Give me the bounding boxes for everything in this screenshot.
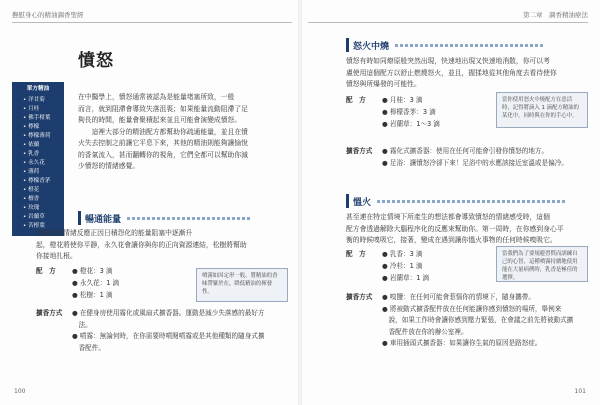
single-oil-item: • 檸檬薄荷 (23, 133, 51, 139)
running-head-right: 第二章 調香精油療法 (523, 11, 588, 19)
intro-line: 這裡大部分的精油配方都幫助你疏通能量，並且在憤 (78, 127, 248, 136)
section-unblock-body (36, 228, 290, 263)
body-line: 你接地扎根。 (36, 252, 77, 260)
method-item: ● 將被動式擴香配件放在任何能讓你感到憤怒的場所，舉例來 (382, 304, 562, 313)
section-title-rage: 怒火中燒 (353, 41, 390, 52)
single-oil-list-heading: 單方精油 (26, 86, 50, 92)
recipe-item: ● 乳香：3 滴 (382, 250, 423, 258)
recipe-label: 配 方 (36, 267, 56, 275)
body-line: 衡的時候嗅吸它，接著，變成在遇到讓你慍火事物的任何時候嗅吸它。 (346, 236, 557, 244)
single-oil-item: • 乳香 (23, 151, 40, 157)
single-oil-item: • 檸檬 (23, 124, 40, 130)
body-line: 憤怒有時如同燎原般突然出現，快速地出現又快速地消散，你可以考 (346, 57, 550, 65)
method-item: 香配件。 (72, 343, 105, 352)
body-line: 配方會透過解除大腦程序化的反應來幫助你。第一周時，在你感到身心平 (346, 224, 564, 233)
intro-line: 的香氣流入，甚而翻轉你的視角，它們全都可以幫助你減 (78, 150, 248, 159)
diffusion-method-unblock (36, 308, 292, 368)
single-oil-items (15, 96, 61, 231)
banner-bar (346, 194, 349, 208)
section-banner-unblock (78, 211, 251, 225)
banner-bar (346, 38, 349, 52)
intro-line: 火失去控制之前讓它平息下來，其他的精油則能夠讓愉悅 (78, 139, 248, 147)
header-rule-left (12, 22, 292, 23)
section-annoyance-body (346, 212, 590, 247)
tip-note-unblock: 噴霧如因定形一般，將精油的香味帶緊於在，降低精油的揮發性。 (196, 268, 288, 302)
recipe-rage (346, 94, 486, 134)
body-line: 甚至連在特定情境下所產生的想法都會導致憤怒的情緒感受時，這個 (346, 213, 550, 221)
diffusion-method-annoyance (346, 292, 590, 362)
method-label: 擴香方式 (346, 147, 373, 155)
single-oil-item: • 月桂 (23, 106, 40, 112)
single-oil-item: • 佛手柑葉 (23, 115, 51, 121)
method-label: 擴香方式 (36, 309, 63, 317)
recipe-item: ● 岩蘭草：1～3 滴 (382, 120, 440, 128)
recipe-label: 配 方 (346, 250, 366, 258)
banner-dotted-line (377, 200, 567, 203)
single-oil-item: • 玫瑰 (23, 205, 40, 211)
single-oil-list (12, 82, 64, 236)
book-gutter (298, 0, 302, 405)
intro-line: 少憤怒的情緒感覺。 (78, 162, 140, 170)
single-oil-item: • 薄荷 (23, 169, 40, 175)
section-rage-body (346, 56, 590, 91)
recipe-item: ● 月桂：3 滴 (382, 96, 423, 104)
method-item: 法。 (72, 320, 92, 329)
header-rule-right (308, 22, 588, 23)
recipe-unblock (36, 265, 186, 305)
intro-line: 而言，就到阻滯會導致失落沮喪；如果能量流動阻滯了足 (78, 104, 248, 113)
method-label: 擴香方式 (346, 293, 373, 301)
body-line: 慮使用這個配方以舒止燃燒怒火，並且，握揉地從其他角度去看待使你 (346, 68, 557, 77)
single-oil-item: • 洋甘菊 (23, 97, 45, 103)
method-item: 說，如果工作時會讓你感到壓力緊張，在會議之前先將被動式擴 (382, 316, 574, 324)
recipe-item: ● 檸檬香茅：3 滴 (382, 108, 436, 116)
single-oil-item: • 檸檬香茅 (23, 178, 51, 184)
method-item: ● 噴霧：無論何時，在你需要時噴閱噴霧或是其他種類的隨身式擴 (72, 332, 265, 340)
method-item: ● 車用插頭式擴香器：如果讓你生氣的原因是路怒症。 (382, 339, 542, 347)
single-oil-item: • 橙花 (23, 187, 40, 193)
banner-bar (78, 211, 81, 225)
banner-dotted-line (127, 217, 251, 220)
single-oil-item: • 檀香 (23, 196, 40, 202)
intro-line: 在中醫學上，憤怒通常被認為是能量堵塞所致，一般 (78, 93, 235, 101)
recipe-item: ● 松樹：1 滴 (72, 291, 113, 299)
single-oil-item: • 永久花 (23, 160, 45, 166)
page-number-right: 101 (574, 388, 586, 395)
method-item: ● 在健身房使用霧化或風扇式擴香器。運動是減少失落感的最好方 (72, 309, 265, 317)
single-oil-item: • 岩蘭草 (23, 214, 45, 220)
body-line: 起，橙花將使你平靜，永久花會讓你與你的正向資源連結，松樹將幫助 (36, 240, 247, 249)
intro-line: 夠長的時間，能量會聚積起來並且可能會演變成憤怒。 (78, 116, 242, 124)
chapter-title: 憤怒 (78, 51, 114, 71)
running-head-left: 撫慰身心的精油調香聖經 (12, 11, 84, 19)
tip-note-annoyance: 當我們為了要規避習慣而訓練自己的心智，這種噴霧持續地使用能在大量病例時，乳香是極佳的選擇。 (496, 246, 588, 282)
recipe-item: ● 岩蘭草：1 滴 (382, 274, 430, 282)
page-number-left: 100 (14, 388, 26, 395)
recipe-label: 配 方 (346, 96, 366, 104)
method-item: 香配件放在你的辦公室裡。 (382, 327, 468, 336)
recipe-item: ● 橙花：3 滴 (72, 267, 113, 275)
single-oil-item: • 苦橙葉 (23, 223, 45, 229)
recipe-item: ● 永久花：1 滴 (72, 279, 120, 287)
recipe-annoyance (346, 248, 486, 288)
body-line: 憤怒與所爆發的可能性。 (346, 80, 421, 88)
section-title-annoyance: 慍火 (353, 197, 372, 208)
method-item: ● 霧化式擴香器：使用在任何可能會引發你憤怒的地方。 (382, 147, 549, 155)
tip-note-rage: 當你使用怒火中燒配方在惡活時，記得將滴入 1 滴配方精油的某化中，同時與在你的手心中。 (496, 92, 588, 128)
body-line: 如果你的情緒反應正因日積怨化的能量阻塞中逐漸升 (36, 229, 193, 237)
recipe-item: ● 冷杉：1 滴 (382, 262, 423, 270)
banner-dotted-line (395, 44, 545, 47)
section-banner-annoyance (346, 194, 567, 208)
diffusion-method-rage (346, 146, 590, 176)
section-banner-rage (346, 38, 545, 52)
method-item: ● 嗅鹽：在任何可能會惹惱你的情境下，隨身攜帶。 (382, 293, 535, 301)
intro-paragraph (78, 92, 288, 173)
method-item: ● 足浴：讓憤怒冷卻下來！足浴中的水應該接近室溫或是偏冷。 (382, 158, 568, 167)
section-title-unblock: 暢通能量 (85, 214, 122, 225)
single-oil-item: • 依蘭 (23, 142, 40, 148)
